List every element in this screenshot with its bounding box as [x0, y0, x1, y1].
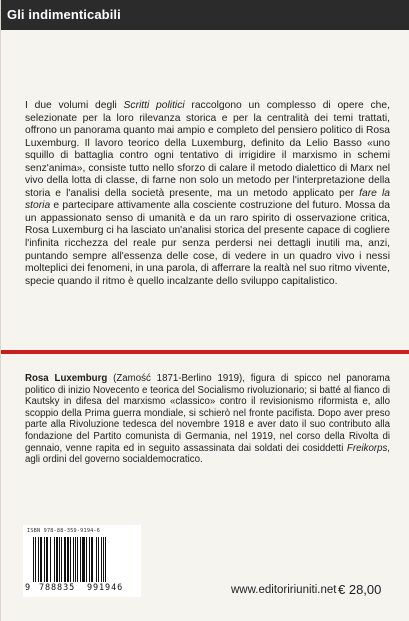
barcode-bar: [73, 537, 74, 582]
barcode-bar: [46, 537, 48, 582]
blurb-italic-phrase: fare la storia: [25, 187, 390, 212]
red-divider: [1, 350, 409, 354]
barcode-bar: [101, 537, 102, 582]
blurb-text-3: e partecipare attivamente alla cosciente costruzione del futuro. Mossa da un appassionato senso di umanità e da un raro spirito di osservazione critica, Rosa Luxemburg ci ha lasciato un'analisi storica del presente capace di cogliere l'infinita ricchezza del reale pur senza perdersi nei dettagli inutili ma, anzi, puntando sempre all'essenza delle cose, di vedere in un quadro vivo i nessi molteplici dei fenomeni, in una parola, di afferrare la realtà nel suo ritmo vivente, specie quando il ritmo è quello incalzante dello sviluppo capitalistico.: [25, 200, 390, 287]
barcode-bar: [103, 537, 104, 582]
series-title: Gli indimenticabili: [7, 7, 121, 22]
ean-first-digit: 9: [25, 583, 31, 593]
barcode-bar: [77, 537, 78, 582]
barcode-bar: [70, 537, 71, 582]
barcode-bar: [105, 537, 106, 582]
isbn-text: ISBN 978-88-359-9194-6: [27, 528, 101, 534]
barcode-bar: [89, 537, 90, 582]
book-blurb: [25, 100, 390, 288]
barcode: [23, 525, 141, 597]
barcode-bar: [50, 537, 51, 582]
bio-freikorps: Freikorps: [346, 442, 388, 454]
ean-left-digits: 788835: [39, 583, 76, 593]
price: € 28,00: [338, 582, 382, 597]
author-name: Rosa Luxemburg: [25, 373, 108, 384]
barcode-bar: [61, 537, 62, 582]
bio-text-1: (Zamość 1871-Berlino 1919), figura di spicco nel panorama politico di inizio Novecento e teorica del Socialismo rivoluzionario; si batté al fianco di Kautsky in difesa del marxismo «classico» contro il revisionismo riformista e, allo scoppio della Prima guerra mondiale, si schierò nel fronte pacifista. Dopo aver preso parte alla Rivoluzione tedesca del novembre 1918 e aver dato il suo contributo alla fondazione del Partito comunista di Germania, nel 1919, nel corso della Rivolta di gennaio, venne rapita ed in seguito assassinata dai soldati dei cosiddetti: [25, 373, 390, 454]
barcode-bar: [82, 537, 85, 582]
barcode-bar: [44, 537, 45, 582]
publisher-website: www.editoririuniti.net: [231, 584, 337, 596]
blurb-title-italic: Scritti politici: [123, 100, 185, 111]
barcode-bar: [59, 537, 60, 582]
barcode-bar: [80, 537, 82, 582]
blurb-text-1: I due volumi degli: [25, 100, 124, 111]
author-bio: [25, 373, 390, 466]
barcode-bar: [91, 537, 93, 582]
barcode-bar: [64, 537, 66, 582]
barcode-bar: [96, 537, 97, 582]
barcode-bar: [40, 537, 43, 582]
barcode-bar: [67, 537, 69, 582]
bio-text-2: , agli ordini del governo socialdemocratico.: [25, 442, 390, 466]
barcode-bar: [56, 537, 58, 582]
blurb-text-2: raccolgono un complesso di opere che, selezionate per la loro rilevanza storica e per la centralità dei temi trattati, offrono un panorama quanto mai ampio e completo del pensiero politico di Rosa Luxemburg. Il lavoro teorico della Luxemburg, definito da Lelio Basso «uno squillo di battaglia contro ogni tentativo di irrigidire il marxismo in schemi senz'anima», consiste tutto nello sforzo di calare il metodo dialettico di Marx nel vivo della lotta di classe, di farne non solo un metodo per l'interpretazione della storia e l'analisi della società presente, ma un metodo applicato per: [25, 100, 391, 199]
series-title-bar: [1, 0, 409, 30]
ean-right-digits: 991946: [87, 583, 124, 593]
bio-paragraph: [25, 373, 390, 466]
barcode-bar: [54, 537, 55, 582]
barcode-bar: [33, 537, 34, 582]
barcode-bar: [75, 537, 76, 582]
barcode-bars: [33, 537, 137, 582]
barcode-bar: [35, 537, 36, 582]
barcode-bar: [98, 537, 100, 582]
barcode-bar: [38, 537, 39, 582]
blurb-paragraph: [25, 100, 390, 288]
barcode-bar: [86, 537, 87, 582]
